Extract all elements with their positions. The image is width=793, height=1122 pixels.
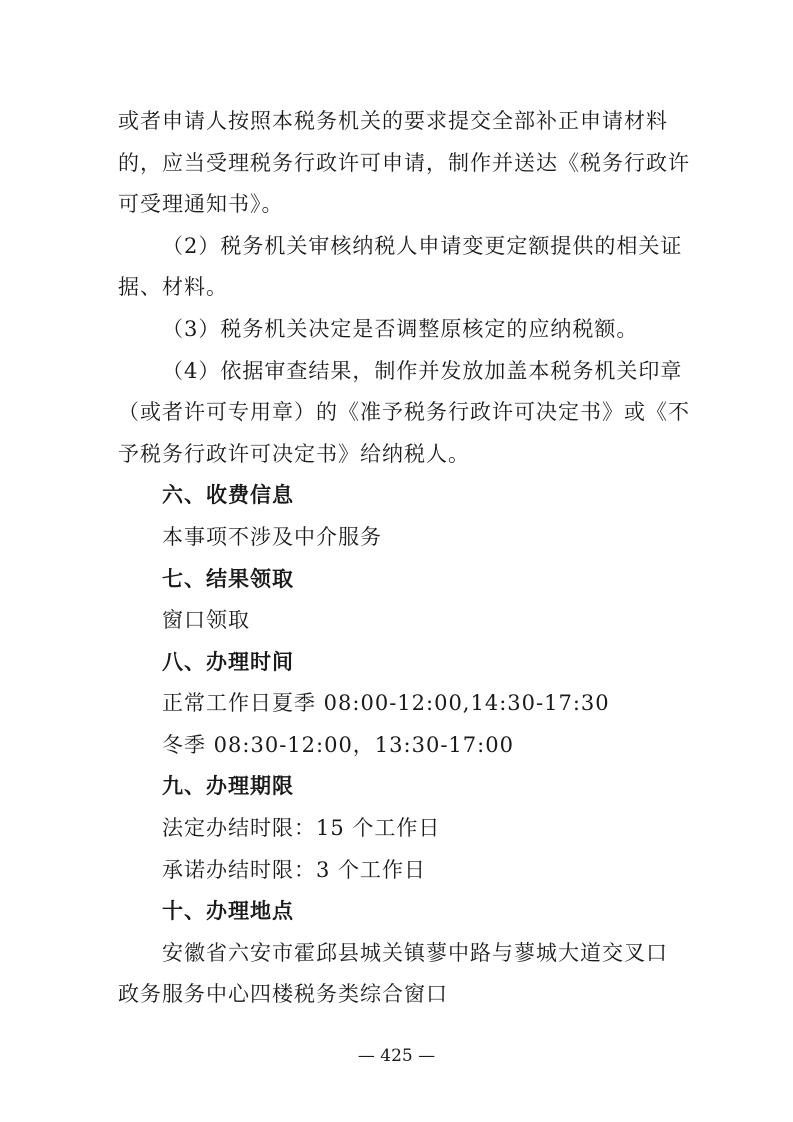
hours-summer: 正常工作日夏季 08:00-12:00,14:30-17:30 xyxy=(162,691,610,715)
section-heading-result: 七、结果领取 xyxy=(162,567,294,591)
body-line: 的，应当受理税务行政许可申请，制作并送达《税务行政许 xyxy=(118,151,690,175)
body-line: 予税务行政许可决定书》给纳税人。 xyxy=(118,442,470,466)
fee-text: 本事项不涉及中介服务 xyxy=(162,525,382,549)
body-line: （4）依据审查结果，制作并发放加盖本税务机关印章 xyxy=(162,359,683,383)
body-line: 或者申请人按照本税务机关的要求提交全部补正申请材料 xyxy=(118,109,668,133)
promised-limit: 承诺办结时限：3 个工作日 xyxy=(162,858,427,882)
body-line: （2）税务机关审核纳税人申请变更定额提供的相关证 xyxy=(162,234,683,258)
legal-limit: 法定办结时限：15 个工作日 xyxy=(162,816,441,840)
section-heading-hours: 八、办理时间 xyxy=(162,650,294,674)
place-address: 安徽省六安市霍邱县城关镇蓼中路与蓼城大道交叉口 xyxy=(162,941,668,965)
hours-winter: 冬季 08:30-12:00，13:30-17:00 xyxy=(162,733,514,757)
section-heading-limit: 九、办理期限 xyxy=(162,774,294,798)
result-text: 窗口领取 xyxy=(162,608,250,632)
page-number: — 425 — xyxy=(357,1046,436,1066)
place-address-cont: 政务服务中心四楼税务类综合窗口 xyxy=(118,982,448,1006)
body-line: （或者许可专用章）的《准予税务行政许可决定书》或《不 xyxy=(118,400,690,424)
section-heading-place: 十、办理地点 xyxy=(162,899,294,923)
body-line: 据、材料。 xyxy=(118,275,228,299)
body-line: （3）税务机关决定是否调整原核定的应纳税额。 xyxy=(162,317,639,341)
section-heading-fee: 六、收费信息 xyxy=(162,483,294,507)
body-line: 可受理通知书》。 xyxy=(118,192,284,216)
